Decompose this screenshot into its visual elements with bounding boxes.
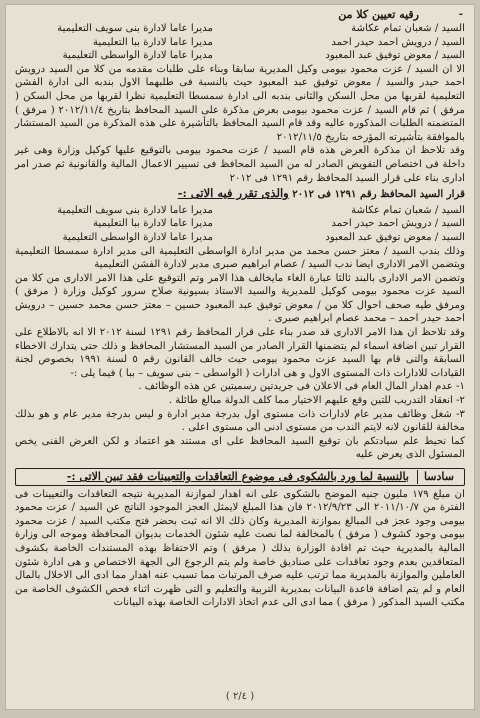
paragraph-5: وقد تلاحظ ان هذا الامر الادارى قد صدر بناء على قرار المحافظ رقم ١٢٩١ لسنة ٢٠١٢ الا انه بالاطلاع على القرار تبين اضافة اسماء لم يتضمنها القرار الصادر من السيد المستشار المحافظ و ذلك حتى يتدارك الاخطاء السابقة والتى قام بها السيد عزت محمود بيومى حيث خالف القانون رقم ٥ لسنة ١٩٩١ بخصوص لجنة القيادات للادارات ذات المستوى الاول و هى ادارات ( الواسطى – بنى سويف – ببا ) فيما يلى :- bbox=[15, 327, 465, 379]
page-title: رقيه تعيين كلا من bbox=[338, 8, 419, 21]
list-item bbox=[15, 217, 465, 231]
candidate-name: السيد / درويش احمد حيدر احمد bbox=[331, 218, 465, 230]
section-heading bbox=[15, 468, 465, 486]
candidate-post: مديرا عاما لادارة بنى سويف التعليمية bbox=[57, 23, 213, 34]
paragraph-7: ان مبلغ ١٧٩ مليون جنيه الموضح بالشكوى على انه اهدار لموازنة المديرية نتيجه التعاقدات والتعيينات فى الفترة من ٢٠١١/١٠/٧ الى ٢٠١٢/٩/٢٣ فان هذا المبلغ لايمثل العجز الموجود الناتج عن السيد / عزت محمود بيومى وجود عجز فى المبالغ بموازنة المديرية وكان ذلك الا انه ثبت بحضر فتح مكتب السيد / عزت محمود بيومى وجود كشوف ( مرفق ) بالمخالفة لما نصت عليه شئون الخدمات بديوان المحافظة وموجه الى وزارة المالية بالمديرية حيث تم افادة الوزارة بذلك ( مرفق ) وتم الاحتفاظ بهذه المستندات الخاصة بكشوف المتعاقدين بعدم وجود تعاقدات على صناديق خاصة ولم يتم الرجوع الى الجهة الاختصاص و هى ادارة شئون العاملين والموازنة بالمديرية مما ترتب عليه صرف المرتبات مما تسبب عنه اهدار مما ادى الى الاخلال بالمال العام و لم يتم اضافة قاعدة البيانات بمديرية التربية والتعليم و التى ظهرت اثناء فحص الكشوف الخاصة من مكتب السيد المذكور ( مرفق ) مما ادى الى عدم اتخاذ الادارات الخاصة بهذه البيانات bbox=[15, 488, 466, 609]
page-number: ( ٢/٤ ) bbox=[225, 691, 255, 703]
list-item bbox=[15, 49, 465, 63]
list-item: ١- عدم اهدار المال العام فى الاعلان فى جريدتين رسميتين عن هذه الوظائف . bbox=[138, 381, 465, 393]
candidate-post: مديرا عاما لادارة ببا التعليمية bbox=[92, 36, 213, 48]
paragraph-2: وقد تلاحظ ان مذكرة العرض هذه قام السيد / عزت محمود بيومى بالتوقيع عليها كوكيل وزارة وهى غير داخلة فى اختصاص التفويض الصادر له من السيد المحافظ فى تسيير الاعمال المالية والقانونية ثم صدر امر ادارى بناء على قرار السيد المحافظ رقم ١٢٩١ فى ٢٠١٢ bbox=[15, 145, 465, 184]
decision-list bbox=[15, 204, 465, 245]
document-body bbox=[15, 8, 465, 688]
list-item: ٢- انعقاد التدريب للتين وقع عليهم الاختيار مما كلف الدولة مبالغ طائلة . bbox=[168, 395, 465, 407]
document-page bbox=[5, 4, 475, 710]
candidate-post: مديرا عاما لادارة بنى سويف التعليمية bbox=[57, 204, 213, 216]
decision-heading bbox=[15, 187, 465, 202]
candidate-name: السيد / شعبان تمام عكاشة bbox=[351, 204, 465, 216]
candidates-list bbox=[15, 22, 465, 63]
list-item bbox=[15, 204, 465, 218]
section-number: سادسا bbox=[417, 470, 460, 484]
section-title: بالنسبة لما ورد بالشكوى فى موضوع التعاقدات والتعيينات فقد تبين الاتى :- bbox=[66, 470, 409, 483]
candidate-name: السيد / معوض توفيق عبد المعبود bbox=[325, 231, 465, 243]
decision-heading-prefix: قرار السيد المحافظ رقم ١٢٩١ فى ٢٠١٢ bbox=[292, 188, 465, 201]
candidate-name: السيد / معوض توفيق عبد المعبود bbox=[325, 50, 465, 62]
candidate-post: مديرا عاما لادارة الواسطى التعليمية bbox=[62, 50, 213, 62]
candidate-name: السيد / شعبان تمام عكاشة bbox=[351, 23, 465, 34]
paragraph-4: وتضمن الامر الادارى بالبند ثالثا عبارة الغاء مايخالف هذا الامر وتم التوقيع على هذا الامر الادارى من كلا من السيد عزت محمود بيومى كوكيل للمديرية والسيد الاستاذ بسيونية صلاح سرور كوكيل وزارة ( مرفق ) ومرفق طيه صحف احوال كلا من / معوض توفيق عبد المعبود حسين – معتز حسن محمد حسين – درويش احمد حيدر احمد – محمد عصام ابراهيم صبرى . bbox=[15, 272, 465, 325]
paragraph-3: وذلك بندب السيد / معتز حسن محمد من مدير ادارة الواسطى التعليمية الى مدير ادارة سمسطا التعليمية ويتضمن الامر الادارى ايضا ندب السيد / عصام ابراهيم صبرى مدير لادارة الفشن التعليمية bbox=[15, 245, 465, 271]
candidate-name: السيد / درويش احمد حيدر احمد bbox=[331, 36, 465, 48]
list-item bbox=[15, 231, 465, 245]
list-item bbox=[15, 22, 465, 36]
violations-list bbox=[15, 380, 465, 434]
candidate-post: مديرا عاما لادارة ببا التعليمية bbox=[92, 218, 213, 230]
item-marker: - bbox=[458, 8, 463, 20]
candidate-post: مديرا عاما لادارة الواسطى التعليمية bbox=[62, 231, 213, 243]
list-item: ٣- شغل وظائف مدير عام لادارات ذات مستوى اول بدرجة مدير ادارة و ليس بدرجة مدير عام و هو بذلك مخالفة للقانون لانه لايتم الندب من مستوى ادنى الى مستوى اعلى . bbox=[15, 408, 465, 434]
paragraph-6: كما نحيط علم سيادتكم بان توقيع السيد المحافظ على اى مستند هو اعتماد و لكن العرض الفنى يخص المسئول الذى يعرض عليه bbox=[15, 435, 465, 461]
list-item bbox=[15, 36, 465, 50]
decision-heading-emph: والذى تقرر فيه الاتى :- bbox=[177, 186, 289, 201]
paragraph-1: الا ان السيد / عزت محمود بيومى وكيل المديرية سابقا وبناء على طلبات مقدمه من كلا من السيد درويش احمد حيدر والسيد / معوض توفيق عبد المعبود حيث بالنسبة فى طلبهما الاول بندبه الى ادارة الفشن التعليمية لقربها من محل السكن والثانى بندبه الى ادارة سمسطا التعليمية نظرا لقربها من محل السكن ( مرفق ) ثم قام السيد / عزت محمود بيومى بعرض مذكرة على السيد المحافظ بتاريخ ٢٠١٢/١١/٤ ( مرفق ) المتضمنه الطلبات المذكوره عاليه وقد قام السيد المحافظ بالتأشيرة على هذه المذكرة من السيد المستشار بالموافقة بتأشيرته المؤرخه بتاريخ ٢٠١٢/١١/٥ bbox=[15, 63, 465, 143]
